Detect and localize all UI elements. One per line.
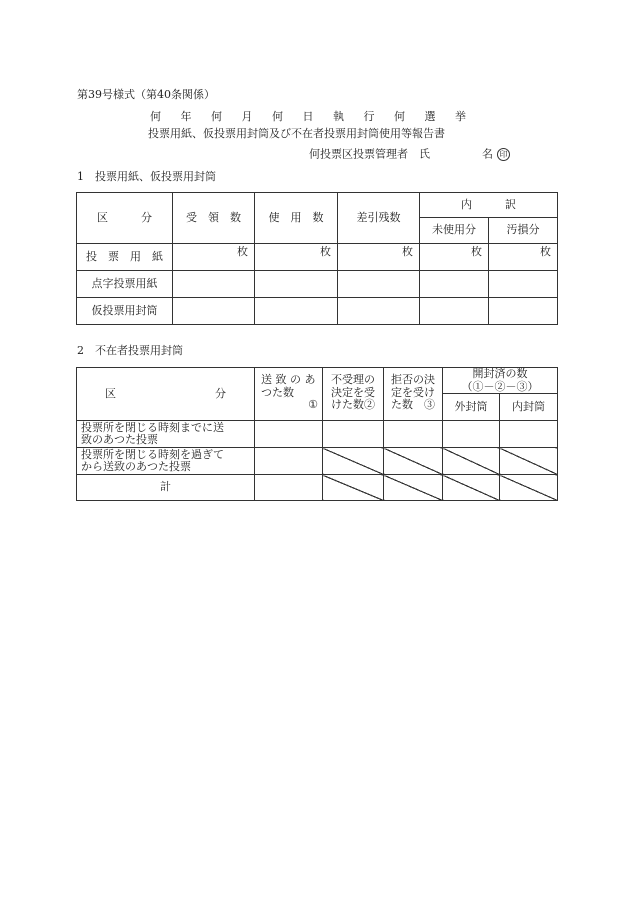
cell-refused-disabled — [384, 448, 443, 475]
unit-label: 枚 — [402, 245, 413, 258]
cell-unused[interactable] — [420, 271, 489, 298]
header-char: 何 — [211, 110, 222, 123]
name-label: 名 — [482, 147, 493, 161]
header-notaccepted-line1: 不受理の — [331, 373, 375, 386]
header-opened-line1: 開封済の数 — [472, 367, 528, 380]
header-char: 何 — [150, 110, 161, 123]
cell-sent[interactable] — [255, 448, 323, 475]
unit-label: 枚 — [320, 245, 331, 258]
header-char: 日 — [302, 110, 314, 123]
row-label — [77, 421, 255, 448]
cell-damaged[interactable] — [489, 271, 558, 298]
cell-damaged[interactable] — [489, 244, 558, 271]
row-label: 点字投票用紙 — [77, 271, 173, 298]
cell-notaccepted-disabled — [323, 475, 384, 501]
header-sent-line1: 送 致 の あ — [261, 373, 316, 386]
cell-notaccepted-disabled — [323, 448, 384, 475]
manager-label: 何投票区投票管理者 氏 — [309, 147, 430, 161]
table-row — [77, 421, 558, 448]
cell-used[interactable] — [255, 298, 338, 325]
cell-used[interactable] — [255, 271, 338, 298]
ballot-usage-table — [76, 192, 558, 325]
header-category-left: 区 — [105, 387, 116, 400]
cell-outer-disabled — [443, 448, 500, 475]
total-label: 計 — [77, 475, 255, 501]
table-row — [77, 271, 558, 298]
unit-label: 枚 — [540, 245, 551, 258]
header-sent-line2: つた数 — [261, 385, 294, 399]
table-row — [77, 298, 558, 325]
report-title: 投票用紙、仮投票用封筒及び不在者投票用封筒使用等報告書 — [148, 127, 445, 140]
header-damaged: 汚損分 — [489, 218, 558, 244]
header-sent — [255, 368, 323, 421]
cell-remaining[interactable] — [338, 244, 420, 271]
header-inner: 内封筒 — [500, 394, 558, 421]
unit-label: 枚 — [471, 245, 482, 258]
cell-used[interactable] — [255, 244, 338, 271]
row-label-line2: 致のあつた投票 — [81, 433, 158, 447]
cell-refused[interactable] — [384, 421, 443, 448]
cell-outer-disabled — [443, 475, 500, 501]
header-opened — [443, 368, 558, 394]
header-received: 受 領 数 — [173, 193, 255, 244]
table-row — [77, 244, 558, 271]
row-label-line2: から送致のあつた投票 — [81, 460, 191, 474]
cell-received[interactable] — [173, 271, 255, 298]
cell-inner[interactable] — [500, 421, 558, 448]
cell-sent-total[interactable] — [255, 475, 323, 501]
header-char: 執 — [333, 110, 344, 123]
cell-outer[interactable] — [443, 421, 500, 448]
cell-unused[interactable] — [420, 298, 489, 325]
header-char: 行 — [363, 110, 375, 123]
header-char: 選 — [424, 110, 436, 123]
header-refused-line1: 拒否の決 — [391, 373, 435, 386]
cell-remaining[interactable] — [338, 298, 420, 325]
cell-received[interactable] — [173, 298, 255, 325]
header-breakdown: 内 訳 — [420, 193, 558, 218]
cell-notaccepted[interactable] — [323, 421, 384, 448]
row-label: 仮投票用封筒 — [77, 298, 173, 325]
cell-sent[interactable] — [255, 421, 323, 448]
absentee-envelope-table — [76, 367, 558, 501]
row-label: 投 票 用 紙 — [77, 244, 173, 271]
election-header — [150, 108, 466, 124]
cell-refused-disabled — [384, 475, 443, 501]
header-unused: 未使用分 — [420, 218, 489, 244]
cell-damaged[interactable] — [489, 298, 558, 325]
table-row-total — [77, 475, 558, 501]
table-row — [77, 448, 558, 475]
header-char: 何 — [272, 110, 283, 123]
header-notaccepted — [323, 368, 384, 421]
header-refused-line3: た数 ③ — [391, 398, 435, 412]
header-char: 何 — [394, 110, 405, 123]
header-used: 使 用 数 — [255, 193, 338, 244]
header-category: 区 分 — [77, 193, 173, 244]
section1-heading: 1 投票用紙、仮投票用封筒 — [77, 170, 216, 183]
unit-label: 枚 — [237, 245, 248, 258]
header-outer: 外封筒 — [443, 394, 500, 421]
row-label — [77, 448, 255, 475]
header-remaining: 差引残数 — [338, 193, 420, 244]
cell-inner-disabled — [500, 448, 558, 475]
header-opened-line2: （①－②－③） — [461, 379, 539, 393]
header-char: 挙 — [455, 110, 466, 123]
cell-inner-disabled — [500, 475, 558, 501]
header-sent-mark: ① — [308, 398, 318, 412]
form-number: 第39号様式（第40条関係） — [77, 88, 215, 101]
header-notaccepted-line3: けた数② — [331, 398, 375, 412]
header-char: 月 — [241, 110, 253, 123]
header-refused — [384, 368, 443, 421]
header-char: 年 — [180, 110, 192, 123]
seal-icon: 印 — [497, 148, 510, 161]
row-label-line1: 投票所を閉じる時刻までに送 — [81, 420, 224, 434]
cell-remaining[interactable] — [338, 271, 420, 298]
row-label-line1: 投票所を閉じる時刻を過ぎて — [81, 447, 224, 461]
header-category-right: 分 — [215, 387, 226, 400]
section2-heading: 2 不在者投票用封筒 — [77, 344, 183, 357]
header-refused-line2: 定を受け — [391, 385, 435, 399]
header-category — [77, 368, 255, 421]
header-notaccepted-line2: 決定を受 — [331, 385, 375, 399]
cell-received[interactable] — [173, 244, 255, 271]
manager-line — [309, 148, 510, 161]
cell-unused[interactable] — [420, 244, 489, 271]
